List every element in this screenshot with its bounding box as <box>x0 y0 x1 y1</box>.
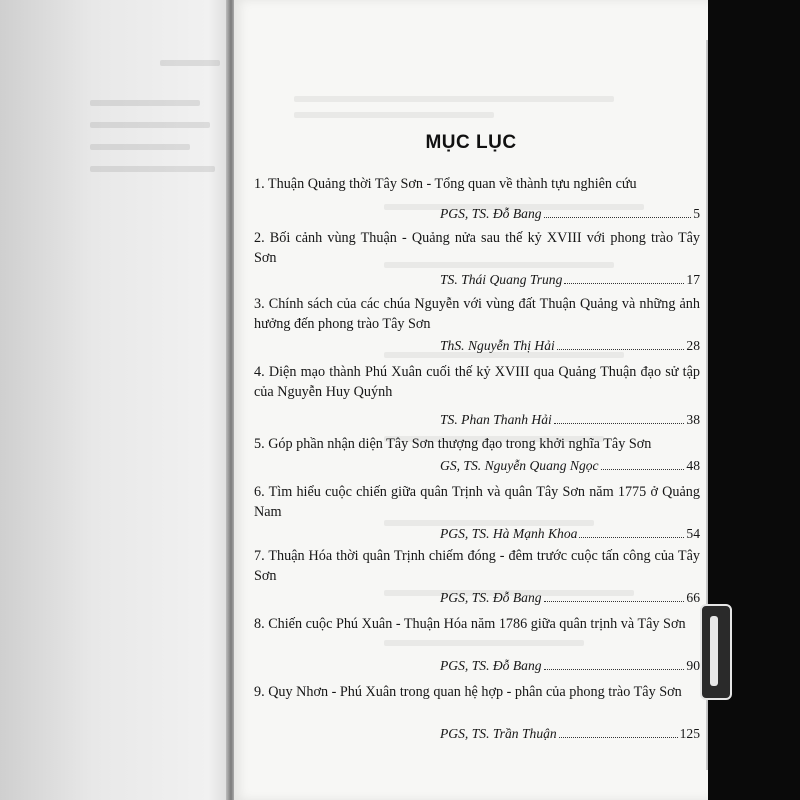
toc-author: PGS, TS. Trần Thuận <box>440 726 557 741</box>
toc-entry <box>254 434 700 454</box>
toc-entry-title: 1. Thuận Quảng thời Tây Sơn - Tổng quan về thành tựu nghiên cứu <box>254 176 637 192</box>
toc-page-number: 54 <box>686 526 700 541</box>
toc-entry <box>254 174 700 194</box>
toc-entry-title: 4. Diện mạo thành Phú Xuân cuối thế kỷ XVIII qua Quảng Thuận đạo sử tập của Nguyễn Huy Quýnh <box>254 364 700 400</box>
toc-author: ThS. Nguyễn Thị Hải <box>440 338 555 353</box>
toc-entry <box>254 294 700 334</box>
toc-author-row <box>440 410 700 430</box>
toc-author: TS. Thái Quang Trung <box>440 272 563 287</box>
toc-entry <box>254 362 700 402</box>
toc-entry-title: 8. Chiến cuộc Phú Xuân - Thuận Hóa năm 1786 giữa quân trịnh và Tây Sơn <box>254 616 686 632</box>
dot-leader <box>554 423 685 424</box>
binder-clip <box>700 604 732 700</box>
toc-author-row <box>440 588 700 608</box>
toc-author-row <box>440 456 700 476</box>
toc-page-number: 28 <box>686 338 700 353</box>
dot-leader <box>557 349 685 350</box>
dot-leader <box>544 669 685 670</box>
toc-entry-title: 2. Bối cảnh vùng Thuận - Quảng nửa sau thế kỷ XVIII với phong trào Tây Sơn <box>254 230 700 266</box>
toc-author: GS, TS. Nguyễn Quang Ngọc <box>440 458 599 473</box>
dot-leader <box>601 469 685 470</box>
toc-page-number: 38 <box>686 412 700 427</box>
toc-author: PGS, TS. Đỗ Bang <box>440 658 542 673</box>
toc-entry-title: 5. Góp phần nhận diện Tây Sơn thượng đạo trong khởi nghĩa Tây Sơn <box>254 436 652 452</box>
toc-author-row <box>440 724 700 744</box>
toc-author: TS. Phan Thanh Hải <box>440 412 552 427</box>
dot-leader <box>544 601 685 602</box>
toc-author: PGS, TS. Đỗ Bang <box>440 206 542 221</box>
toc-author-row <box>440 656 700 676</box>
toc-author-row <box>440 270 700 290</box>
toc-entry-title: 3. Chính sách của các chúa Nguyễn với vùng đất Thuận Quảng và những ảnh hưởng đến phong trào Tây Sơn <box>254 296 700 332</box>
toc-entry-title: 7. Thuận Hóa thời quân Trịnh chiếm đóng - đêm trước cuộc tấn công của Tây Sơn <box>254 548 700 584</box>
toc-entry <box>254 614 700 634</box>
toc-entry <box>254 682 700 702</box>
dot-leader <box>564 283 684 284</box>
toc-entry-title: 9. Quy Nhơn - Phú Xuân trong quan hệ hợp - phân của phong trào Tây Sơn <box>254 684 682 700</box>
toc-page-number: 66 <box>686 590 700 605</box>
previous-page <box>0 0 232 800</box>
toc-entry <box>254 482 700 522</box>
toc-page-number: 90 <box>686 658 700 673</box>
contents-page <box>234 0 708 800</box>
toc-page-number: 125 <box>679 726 700 741</box>
toc-author: PGS, TS. Hà Mạnh Khoa <box>440 526 578 541</box>
dot-leader <box>544 217 692 218</box>
toc-author-row <box>440 336 700 356</box>
toc-page-number: 17 <box>686 272 700 287</box>
toc-page-number: 48 <box>686 458 700 473</box>
toc-author: PGS, TS. Đỗ Bang <box>440 590 542 605</box>
page-title: MỤC LỤC <box>425 132 517 153</box>
dot-leader <box>579 537 684 538</box>
toc-author-row <box>440 204 700 224</box>
toc-page-number: 5 <box>693 206 700 221</box>
toc-entry-title: 6. Tìm hiểu cuộc chiến giữa quân Trịnh và quân Tây Sơn năm 1775 ở Quảng Nam <box>254 484 700 520</box>
toc-entry <box>254 546 700 586</box>
dot-leader <box>559 737 678 738</box>
toc-author-row <box>440 524 700 544</box>
toc-entry <box>254 228 700 268</box>
